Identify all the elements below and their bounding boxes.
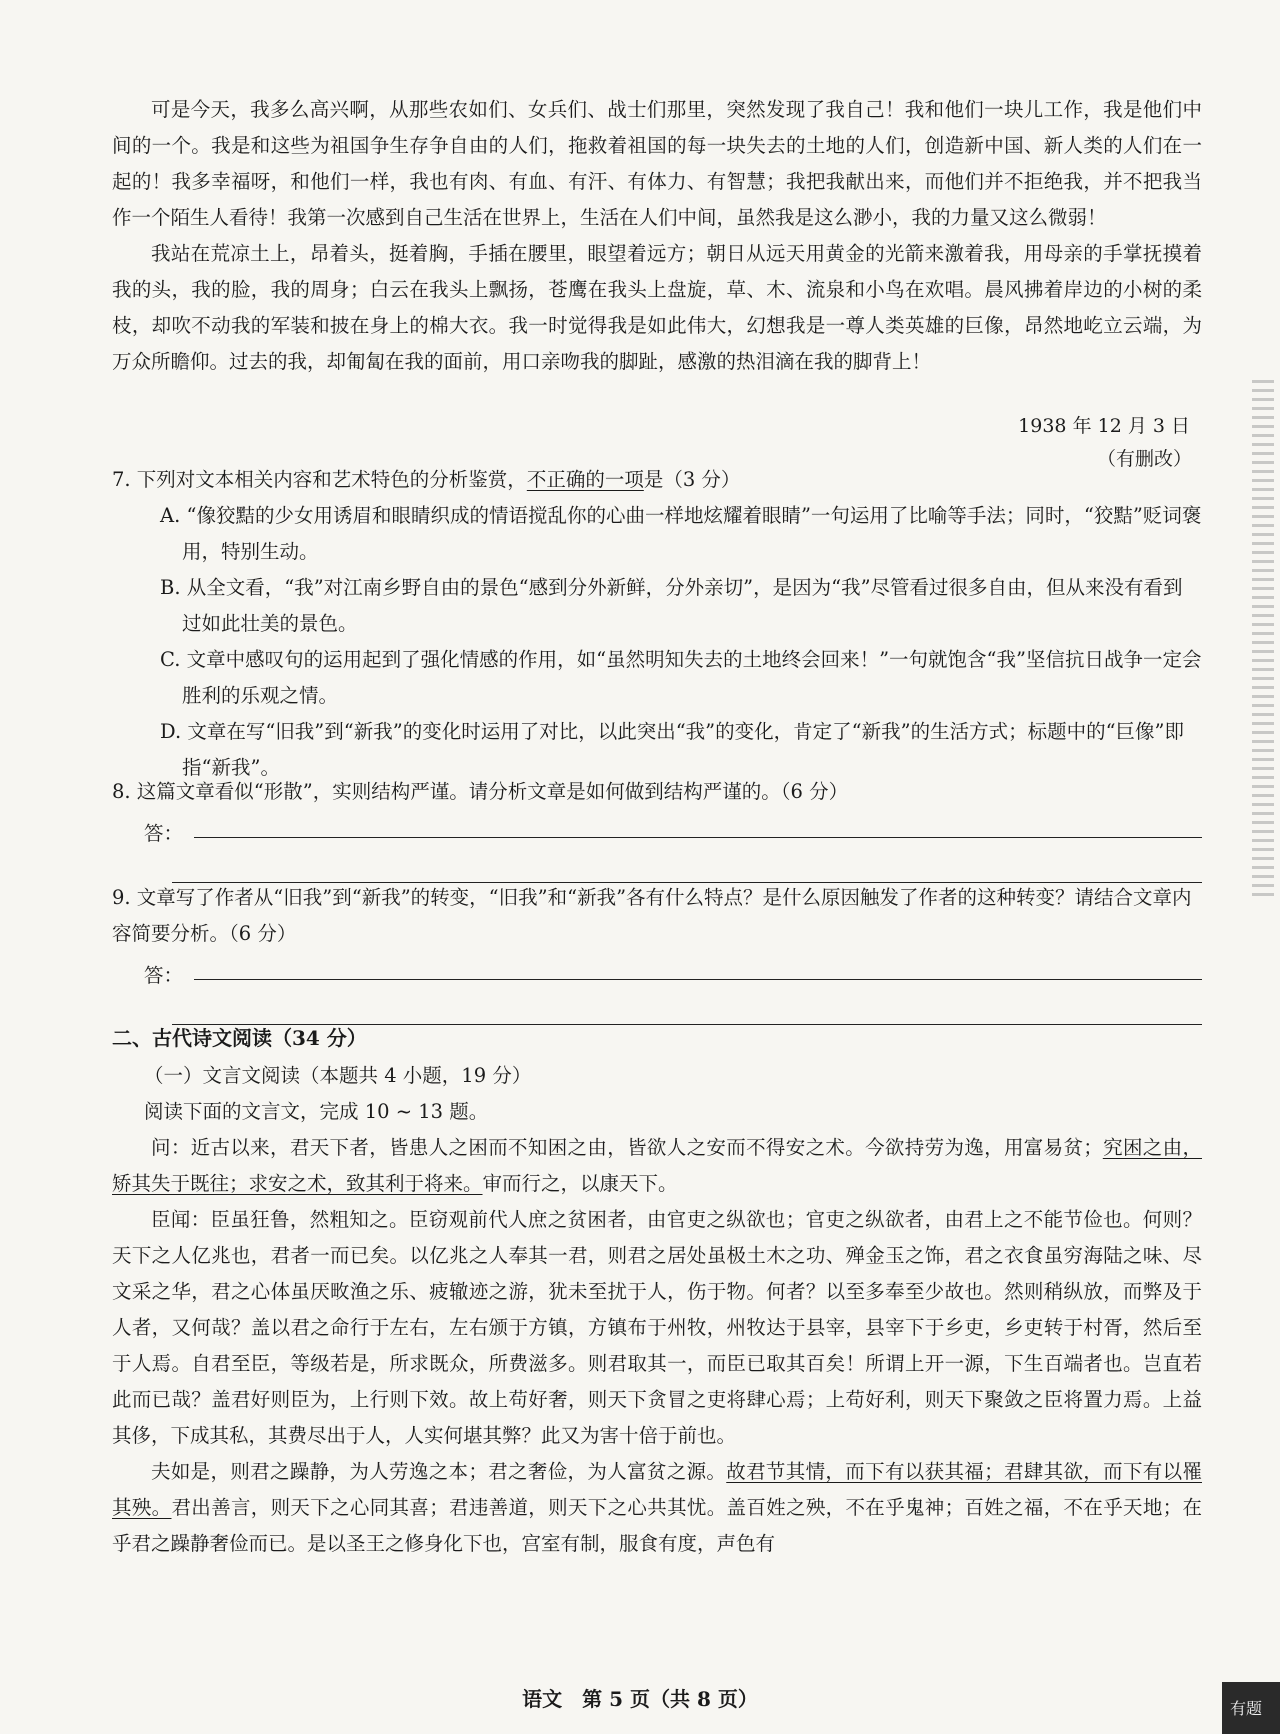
passage-note: （有删改） xyxy=(1096,448,1192,470)
section-2-subtitle: （一）文言文阅读（本题共 4 小题，19 分） xyxy=(144,1064,532,1087)
passage-paragraph-1: 可是今天，我多么高兴啊，从那些农如们、女兵们、战士们那里，突然发现了我自己！我和他们一块儿工作，我是他们中间的一个。我是和这些为祖国争生存争自由的人们，拖救着祖国的每一块失去的土地的人们，创造新中国、新人类的人们在一起的！我多幸福呀，和他们一样，我也有肉、有血、有汗、有体力、有智慧；我把我献出来，而他们并不拒绝我，并不把我当作一个陌生人看待！我第一次感到自己生活在世界上，生活在人们中间，虽然我是这么渺小，我的力量又这么微弱！ xyxy=(112,98,1202,229)
page-footer: 语文 第 5 页（共 8 页） xyxy=(522,1687,758,1711)
question-9 xyxy=(112,880,1202,1025)
question-7 xyxy=(112,462,1202,786)
q8-answer-label: 答： xyxy=(144,822,184,845)
q8-answer-line[interactable] xyxy=(112,810,1202,846)
modern-passage xyxy=(112,92,1202,380)
q9-answer-line[interactable] xyxy=(112,952,1202,988)
q7-option-d: D. 文章在写“旧我”到“新我”的变化时运用了对比，以此突出“我”的变化，肯定了“新我”的生活方式；标题中的“巨像”即指“新我”。 xyxy=(160,720,1185,779)
section-2-title: 二、古代诗文阅读（34 分） xyxy=(112,1026,367,1050)
passage-date: 1938 年 12 月 3 日 xyxy=(1018,415,1190,437)
q8-stem: 8. 这篇文章看似“形散”，实则结构严谨。请分析文章是如何做到结构严谨的。（6 分） xyxy=(112,780,849,803)
q7-option-c: C. 文章中感叹句的运用起到了强化情感的作用，如“虽然明知失去的土地终会回来！”一句就饱含“我”坚信抗日战争一定会胜利的乐观之情。 xyxy=(160,648,1202,707)
passage-paragraph-2: 我站在荒凉土上，昂着头，挺着胸，手插在腰里，眼望着远方；朝日从远天用黄金的光箭来激着我，用母亲的手掌抚摸着我的头，我的脸，我的周身；白云在我头上飘扬，苍鹰在我头上盘旋，草、木、流泉和小鸟在欢唱。晨风拂着岸边的小树的柔枝，却吹不动我的军装和披在身上的棉大衣。我一时觉得我是如此伟大，幻想我是一尊人类英雄的巨像，昂然地屹立云端，为万众所瞻仰。过去的我，却匍匐在我的面前，用口亲吻我的脚趾，感激的热泪滴在我的脚背上！ xyxy=(112,242,1202,373)
question-8 xyxy=(112,774,1202,883)
q9-answer-label: 答： xyxy=(144,964,184,987)
classical-passage xyxy=(112,1130,1202,1562)
q9-stem: 9. 文章写了作者从“旧我”到“新我”的转变，“旧我”和“新我”各有什么特点？是什么原因触发了作者的这种转变？请结合文章内容简要分析。（6 分） xyxy=(112,886,1192,945)
scan-edge-noise xyxy=(1252,380,1274,900)
q7-option-a: A. “像狡黠的少女用诱眉和眼睛织成的情语搅乱你的心曲一样地炫耀着眼睛”一句运用了比喻等手法；同时，“狡黠”贬词褒用，特别生动。 xyxy=(160,504,1202,563)
section-2 xyxy=(112,1018,1202,1130)
classical-paragraph-2: 臣闻：臣虽狂鲁，然粗知之。臣窃观前代人庶之贫困者，由官吏之纵欲也；官吏之纵欲者，由君上之不能节俭也。何则？天下之人亿兆也，君者一而已矣。以亿兆之人奉其一君，则君之居处虽极土木之功、殚金玉之饰，君之衣食虽穷海陆之味、尽文采之华，君之心体虽厌畋渔之乐、疲辙迹之游，犹未至扰于人，伤于物。何者？以至多奉至少故也。然则稍纵放，而弊及于人者，又何哉？盖以君之命行于左右，左右颁于方镇，方镇布于州牧，州牧达于县宰，县宰下于乡吏，乡吏转于村胥，然后至于人焉。自君至臣，等级若是，所求既众，所费滋多。则君取其一，而臣已取其百矣！所谓上开一源，下生百端者也。岂直若此而已哉？盖君好则臣为，上行则下效。故上苟好奢，则天下贪冒之吏将肆心焉；上苟好利，则天下聚敛之臣将置力焉。上益其侈，下成其私，其费尽出于人，人实何堪其弊？此又为害十倍于前也。 xyxy=(112,1208,1202,1447)
classical-paragraph-3: 夫如是，则君之躁静，为人劳逸之本；君之奢俭，为人富贫之源。故君节其情，而下有以获其福；君肆其欲，而下有以罹其殃。君出善言，则天下之心同其喜；君违善道，则天下之心共其忧。盖百姓之殃，不在乎鬼神；百姓之福，不在乎天地；在乎君之躁静奢俭而已。是以圣王之修身化下也，宫室有制，服食有度，声色有 xyxy=(112,1460,1202,1555)
q7-stem: 7. 下列对文本相关内容和艺术特色的分析鉴赏，不正确的一项是（3 分） xyxy=(112,468,741,491)
section-2-instruction: 阅读下面的文言文，完成 10 ~ 13 题。 xyxy=(144,1100,489,1123)
q8-answer-line-2[interactable] xyxy=(172,846,1202,883)
classical-paragraph-1: 问：近古以来，君天下者，皆患人之困而不知困之由，皆欲人之安而不得安之术。今欲持劳为逸，用富易贫；究困之由，矫其失于既往；求安之术，致其利于将来。审而行之，以康天下。 xyxy=(112,1136,1202,1195)
q7-option-b: B. 从全文看，“我”对江南乡野自由的景色“感到分外新鲜，分外亲切”，是因为“我”尽管看过很多自由，但从来没有看到过如此壮美的景色。 xyxy=(160,576,1183,635)
corner-tab: 有题 xyxy=(1222,1682,1280,1734)
